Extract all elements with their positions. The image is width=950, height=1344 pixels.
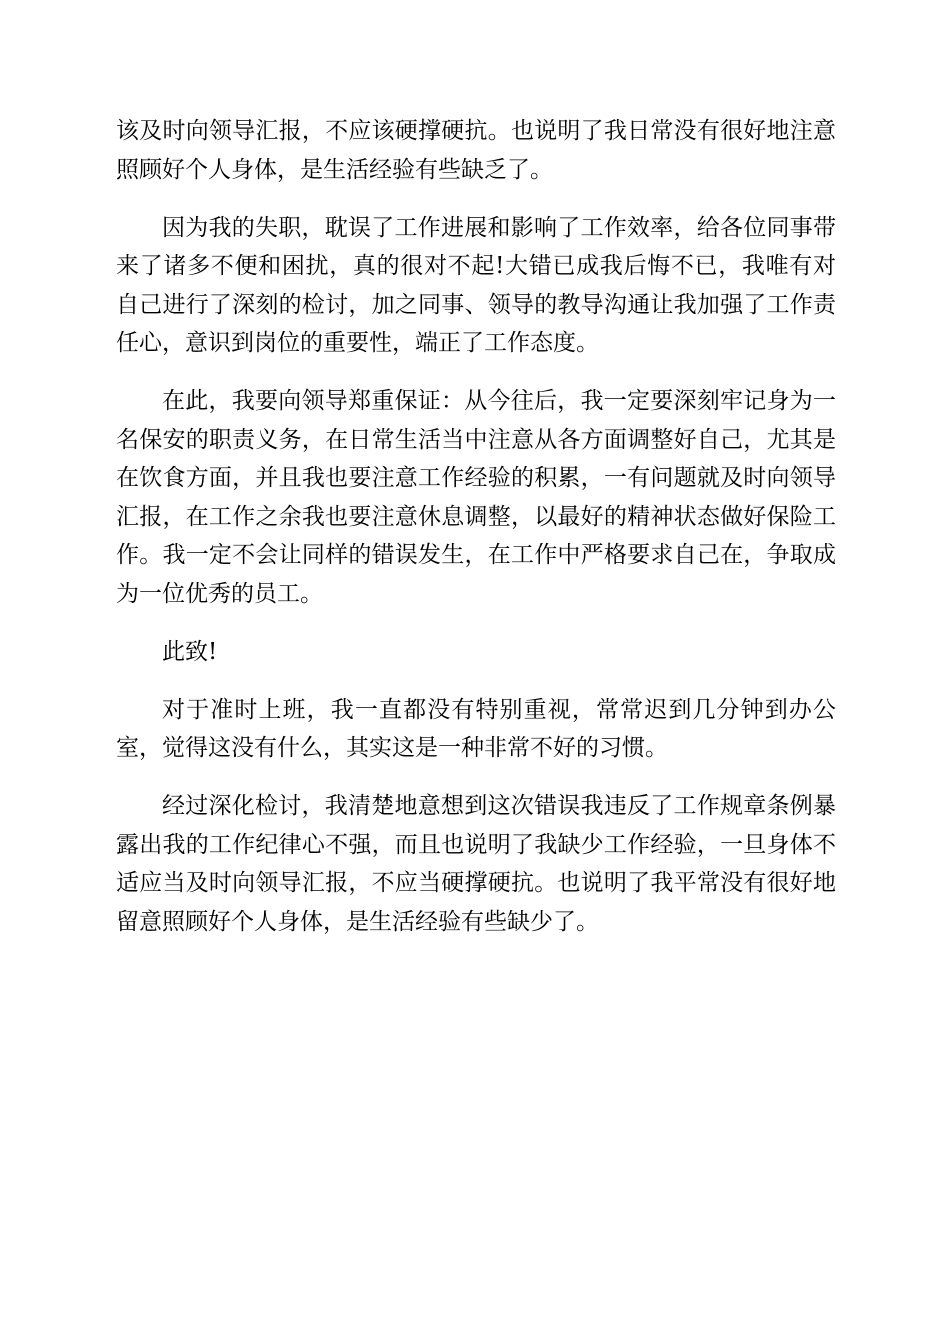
paragraph-punctuality: 对于准时上班，我一直都没有特别重视，常常迟到几分钟到办公室，觉得这没有什么，其实这是一种非常不好的习惯。	[116, 696, 836, 761]
paragraph-continuation: 该及时向领导汇报，不应该硬撑硬抗。也说明了我日常没有很好地注意照顾好个人身体，是生活经验有些缺乏了。	[116, 118, 836, 183]
paragraph-apology: 因为我的失职，耽误了工作进展和影响了工作效率，给各位同事带来了诸多不便和困扰，真的很对不起!大错已成我后悔不已，我唯有对自己进行了深刻的检讨，加之同事、领导的教导沟通让我加强了工作责任心，意识到岗位的重要性，端正了工作态度。	[116, 214, 836, 356]
paragraph-pledge: 在此，我要向领导郑重保证：从今往后，我一定要深刻牢记身为一名保安的职责义务，在日常生活当中注意从各方面调整好自己，尤其是在饮食方面，并且我也要注意工作经验的积累，一有问题就及时向领导汇报，在工作之余我也要注意休息调整，以最好的精神状态做好保险工作。我一定不会让同样的错误发生，在工作中严格要求自己在，争取成为一位优秀的员工。	[116, 388, 836, 607]
paragraph-closing: 此致!	[162, 638, 218, 665]
paragraph-reflection: 经过深化检讨，我清楚地意想到这次错误我违反了工作规章条例暴露出我的工作纪律心不强，而且也说明了我缺少工作经验，一旦身体不适应当及时向领导汇报，不应当硬撑硬抗。也说明了我平常没有很好地留意照顾好个人身体，是生活经验有些缺少了。	[116, 793, 836, 935]
document-page	[116, 112, 836, 961]
